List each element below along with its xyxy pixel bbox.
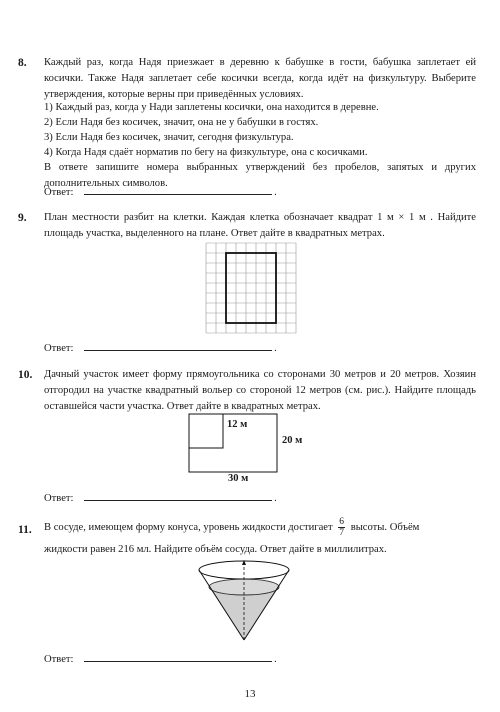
enclosure-square	[189, 414, 223, 448]
fraction-denominator: 7	[339, 528, 345, 538]
question-8-intro: Каждый раз, когда Надя приезжает в деревню к бабушке в гости, бабушка заплетает ей косички. Также Надя заплетает себе косички всегда, когда идёт на физкультуру. Выберите утверждения, которые верны при приведённых условиях.	[44, 57, 476, 100]
question-10-answer: Ответ: .	[44, 493, 277, 504]
label-12m: 12 м	[227, 419, 248, 430]
page-number: 13	[244, 688, 256, 700]
question-9-answer: Ответ: .	[44, 343, 277, 354]
fraction-numerator: 6	[339, 517, 345, 527]
question-11-text-part1: В сосуде, имеющем форму конуса, уровень жидкости достигает	[44, 521, 333, 533]
question-11-number: 11.	[18, 524, 32, 536]
question-11-answer: Ответ: .	[44, 654, 277, 665]
question-8-number: 8.	[18, 57, 27, 69]
grid-plan-figure	[205, 242, 297, 334]
answer-field[interactable]	[84, 652, 272, 662]
question-11-text	[44, 517, 476, 538]
answer-label: Ответ:	[44, 493, 74, 504]
answer-field[interactable]	[84, 341, 272, 351]
question-11-text-line2: жидкости равен 216 мл. Найдите объём сосуда. Ответ дайте в миллилитрах.	[44, 544, 387, 555]
question-9-number: 9.	[18, 212, 27, 224]
label-20m: 20 м	[282, 435, 303, 446]
question-11-text-part2: высоты. Объём	[350, 521, 420, 533]
question-8-option-2: 2) Если Надя без косичек, значит, она не у бабушки в гостях.	[44, 117, 319, 128]
question-8-text	[44, 55, 476, 103]
question-8-option-4: 4) Когда Надя сдаёт норматив по бегу на физкультуре, она с косичками.	[44, 147, 368, 158]
answer-field[interactable]	[84, 491, 272, 501]
answer-label: Ответ:	[44, 187, 74, 198]
answer-label: Ответ:	[44, 343, 74, 354]
question-10-text: Дачный участок имеет форму прямоугольника со сторонами 30 метров и 20 метров. Хозяин отгородил на участке квадратный вольер со стороной 12 метров (см. рис.). Найдите площадь оставшейся части участка. Ответ дайте в квадратных метрах.	[44, 369, 476, 412]
cone-figure	[196, 556, 292, 644]
question-8-option-3: 3) Если Надя без косичек, значит, сегодня физкультура.	[44, 132, 294, 143]
label-30m: 30 м	[228, 473, 249, 484]
question-10-number: 10.	[18, 369, 33, 381]
question-8-instruction-text: В ответе запишите номера выбранных утверждений без пробелов, запятых и других дополнительных символов.	[44, 162, 476, 189]
fraction-six-sevenths	[338, 517, 345, 538]
question-8-option-1: 1) Каждый раз, когда у Нади заплетены косички, она находится в деревне.	[44, 102, 379, 113]
grid-lines	[206, 243, 296, 333]
highlighted-plot	[226, 253, 276, 323]
answer-field[interactable]	[84, 185, 272, 195]
question-8-answer: Ответ: .	[44, 187, 277, 198]
question-9-text: План местности разбит на клетки. Каждая клетка обозначает квадрат 1 м × 1 м . Найдите площадь участка, выделенного на плане. Ответ дайте в квадратных метрах.	[44, 212, 476, 239]
answer-label: Ответ:	[44, 654, 74, 665]
